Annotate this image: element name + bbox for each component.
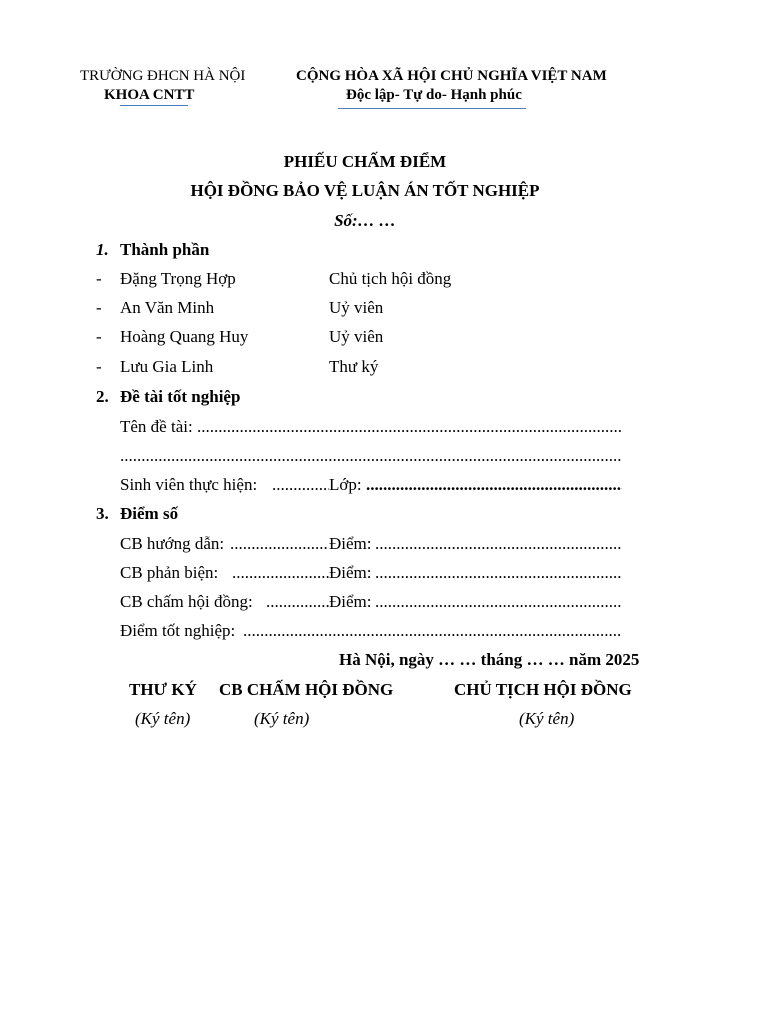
- secretary-title: THƯ KÝ: [129, 680, 197, 699]
- secretary-sign-note: (Ký tên): [135, 709, 191, 728]
- topic-fill-2[interactable]: [120, 446, 622, 466]
- reviewer-label: CB phản biện:: [120, 563, 219, 582]
- student-fill[interactable]: [272, 475, 329, 495]
- member-dash: -: [96, 298, 102, 317]
- final-score-fill[interactable]: [243, 621, 622, 641]
- final-score-line: [120, 621, 622, 643]
- council-label: CB chấm hội đồng:: [120, 592, 253, 611]
- member-role: Uỷ viên: [329, 298, 384, 317]
- grader-sign-note: (Ký tên): [254, 709, 310, 728]
- topic-line-2: [120, 446, 622, 468]
- council-title: HỘI ĐỒNG BẢO VỆ LUẬN ÁN TỐT NGHIỆP: [190, 181, 540, 200]
- chairman-title: CHỦ TỊCH HỘI ĐỒNG: [454, 680, 632, 699]
- form-title: PHIẾU CHẤM ĐIỂM: [283, 152, 447, 171]
- council-line: [120, 592, 622, 614]
- topic-line: [120, 417, 622, 439]
- national-motto: Độc lập- Tự do- Hạnh phúc: [346, 87, 522, 103]
- faculty-underline: [120, 105, 188, 106]
- section-2-label: Đề tài tốt nghiệp: [120, 387, 241, 406]
- council-fill[interactable]: [266, 592, 329, 612]
- school-name: TRƯỜNG ĐHCN HÀ NỘI: [80, 68, 246, 84]
- reviewer-score-label: Điểm:: [329, 563, 372, 582]
- reviewer-fill[interactable]: [232, 563, 329, 583]
- form-number: Số:… …: [334, 211, 396, 230]
- country-name: CỘNG HÒA XÃ HỘI CHỦ NGHĨA VIỆT NAM: [296, 68, 607, 84]
- member-role: Uỷ viên: [329, 327, 384, 346]
- advisor-score-label: Điểm:: [329, 534, 372, 553]
- date-line: Hà Nội, ngày … … tháng … … năm 2025: [339, 650, 640, 669]
- member-name: Đặng Trọng Hợp: [120, 269, 236, 288]
- member-dash: -: [96, 269, 102, 288]
- topic-fill[interactable]: [197, 417, 622, 437]
- member-dash: -: [96, 327, 102, 346]
- advisor-score-fill[interactable]: [375, 534, 622, 554]
- member-dash: -: [96, 357, 102, 376]
- faculty-name: KHOA CNTT: [104, 87, 195, 103]
- advisor-label: CB hướng dẫn:: [120, 534, 225, 553]
- class-fill[interactable]: [366, 475, 622, 495]
- student-line: [120, 475, 622, 497]
- chairman-sign-note: (Ký tên): [519, 709, 575, 728]
- topic-label: Tên đề tài:: [120, 417, 193, 436]
- section-1-label: Thành phần: [120, 240, 210, 259]
- member-name: Hoàng Quang Huy: [120, 327, 249, 346]
- advisor-line: [120, 534, 622, 556]
- member-name: Lưu Gia Linh: [120, 357, 214, 376]
- section-2-number: 2.: [96, 387, 109, 406]
- final-score-label: Điểm tốt nghiệp:: [120, 621, 236, 640]
- section-3-number: 3.: [96, 504, 109, 523]
- advisor-fill[interactable]: [230, 534, 329, 554]
- grader-title: CB CHẤM HỘI ĐỒNG: [219, 680, 394, 699]
- motto-underline: [338, 108, 526, 109]
- member-name: An Văn Minh: [120, 298, 215, 317]
- student-label: Sinh viên thực hiện:: [120, 475, 258, 494]
- reviewer-line: [120, 563, 622, 585]
- section-1-number: 1.: [96, 240, 109, 259]
- class-label: Lớp:: [329, 475, 362, 494]
- section-3-label: Điểm số: [120, 504, 179, 523]
- member-role: Chủ tịch hội đồng: [329, 269, 452, 288]
- council-score-label: Điểm:: [329, 592, 372, 611]
- reviewer-score-fill[interactable]: [375, 563, 622, 583]
- council-score-fill[interactable]: [375, 592, 622, 612]
- member-role: Thư ký: [329, 357, 379, 376]
